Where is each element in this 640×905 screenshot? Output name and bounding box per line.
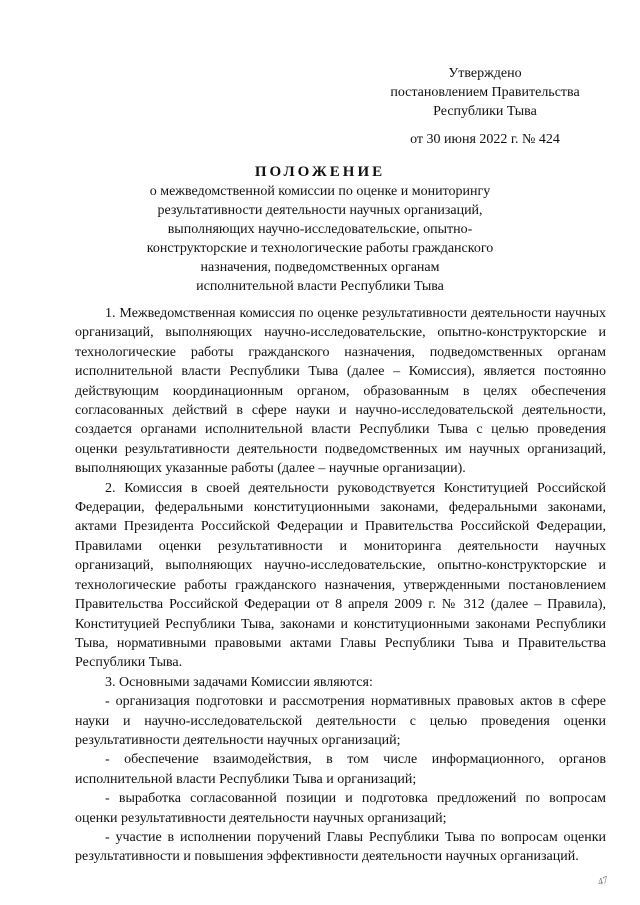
document-title: ПОЛОЖЕНИЕ	[254, 164, 386, 180]
approval-stamp	[370, 64, 600, 149]
subtitle-line-6: исполнительной власти Республики Тыва	[196, 279, 444, 294]
subtitle-line-2: результативности деятельности научных организаций,	[157, 203, 483, 218]
approval-date: от 30 июня 2022 г. № 424	[410, 132, 560, 147]
document-subtitle	[110, 182, 530, 296]
paragraph-1: 1. Межведомственная комиссия по оценке результативности деятельности научных организаций, выполняющих научно-исследовательские, опытно-конструкторские и технологические работы гражданского назначения, подведомственных органам исполнительной власти Республики Тыва (далее – Комиссия), является постоянно действующим координационным органом, образованным в целях обеспечения согласованных действий в сфере науки и научно-исследовательской деятельности, создается органами исполнительной власти Республики Тыва с целью проведения оценки результативности деятельности подведомственных им научных организаций, выполняющих указанные работы (далее – научные организации).	[75, 306, 606, 477]
handwritten-page-number: 47	[596, 874, 610, 889]
subtitle-line-1: о межведомственной комиссии по оценке и мониторингу	[149, 184, 491, 199]
document-body	[75, 304, 606, 867]
task-item-2: - обеспечение взаимодействия, в том числе информационного, органов исполнительной власти Республики Тыва и организаций;	[75, 752, 606, 787]
approval-line-1: Утверждено	[448, 66, 522, 81]
subtitle-line-5: назначения, подведомственных органам	[200, 260, 440, 275]
subtitle-line-4: конструкторские и технологические работы гражданского	[146, 241, 494, 256]
subtitle-line-3: выполняющих научно-исследовательские, опытно-	[167, 222, 473, 237]
paragraph-3: 3. Основными задачами Комиссии являются:	[105, 674, 373, 690]
task-item-3: - выработка согласованной позиции и подготовка предложений по вопросам оценки результативности деятельности научных организаций;	[75, 791, 606, 826]
task-item-1: - организация подготовки и рассмотрения нормативных правовых актов в сфере науки и научно-исследовательской деятельности с целью проведения оценки результативности деятельности научных организаций;	[75, 694, 606, 748]
task-item-4: - участие в исполнении поручений Главы Республики Тыва по вопросам оценки результативности и повышения эффективности деятельности научных организаций.	[75, 829, 606, 865]
approval-line-3: Республики Тыва	[433, 104, 537, 119]
approval-line-2: постановлением Правительства	[390, 85, 580, 100]
paragraph-2: 2. Комиссия в своей деятельности руководствуется Конституцией Российской Федерации, федеральными конституционными законами, федеральными законами, актами Президента Российской Федерации и Правительства Российской Федерации, Правилами оценки результативности и мониторинга деятельности научных организаций, выполняющих научно-исследовательские, опытно-конструкторские и технологические работы гражданского назначения, утвержденными постановлением Правительства Российской Федерации от 8 апреля 2009 г. № 312 (далее – Правила), Конституцией Республики Тыва, законами и конституционными законами Республики Тыва, нормативными правовыми актами Главы Республики Тыва и Правительства Республики Тыва.	[75, 480, 606, 671]
